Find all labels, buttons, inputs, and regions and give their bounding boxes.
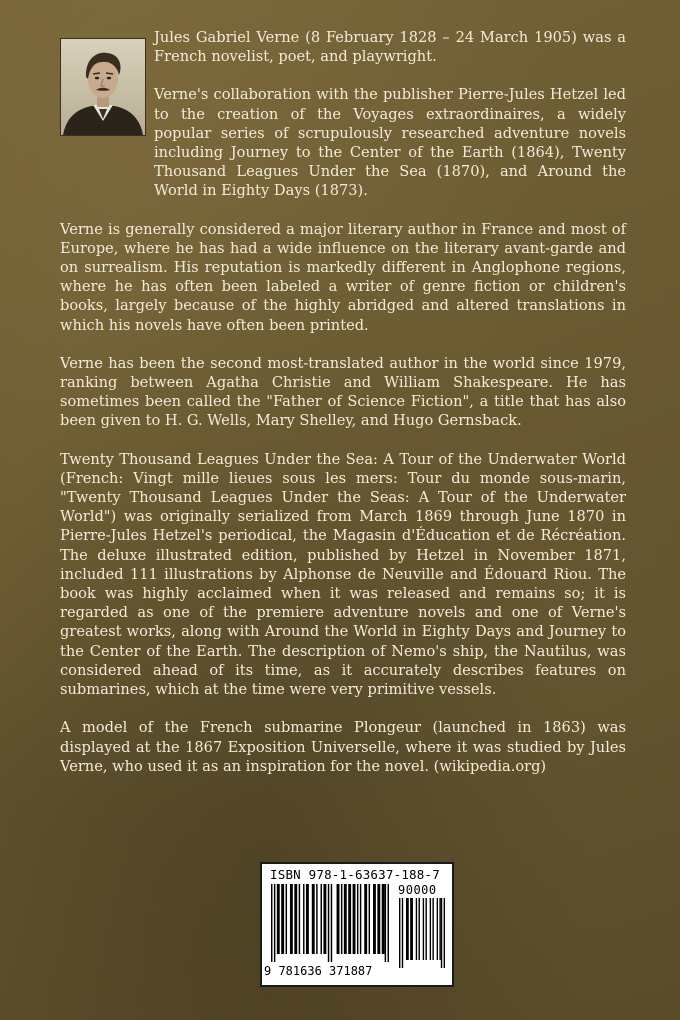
barcode-bar	[388, 884, 389, 962]
plongeur-paragraph: A model of the French submarine Plongeur (launched in 1863) was displayed at the 1867 Exposition Universelle, where it was studied by Jules Verne, who used it as an inspiration for the novel. (wikipedia.org)	[60, 719, 626, 775]
barcode-bar	[377, 884, 380, 954]
barcode-bar	[444, 898, 445, 968]
barcode-bar	[344, 884, 347, 954]
barcode-bar	[410, 898, 413, 960]
addon-bars	[398, 898, 446, 968]
barcode-bar	[337, 884, 340, 954]
barcode-bar	[425, 898, 426, 960]
barcode-bar	[399, 898, 400, 968]
barcode-bar	[286, 884, 287, 954]
isbn-barcode	[260, 862, 454, 987]
ean-digits: 9 781636 371887	[264, 964, 373, 978]
barcode-bar	[364, 884, 367, 954]
barcode-bar	[360, 884, 361, 954]
barcode-bar	[406, 898, 409, 960]
price-addon-code: 90000	[398, 883, 437, 897]
translation-paragraph: Verne has been the second most-translated author in the world since 1979, ranking between Agatha Christie and William Shakespeare. He has sometimes been called the "Father of Science Fiction", a title that has also been given to H. G. Wells, Mary Shelley, and Hugo Gernsback.	[60, 354, 626, 430]
barcode-bar	[328, 884, 329, 962]
barcode-bar	[321, 884, 322, 954]
barcode-bar	[419, 898, 420, 960]
barcode-bar	[299, 884, 300, 954]
barcode-bar	[303, 884, 304, 954]
barcode-bar	[312, 884, 315, 954]
barcode-bar	[331, 884, 332, 962]
barcode-bar	[281, 884, 284, 954]
barcode-bar	[348, 884, 351, 954]
barcode-bar	[290, 884, 293, 954]
barcode-bar	[323, 884, 326, 954]
barcode-bar	[294, 884, 297, 954]
barcode-bar	[441, 898, 442, 968]
novel-description-paragraph: Twenty Thousand Leagues Under the Sea: A Tour of the Underwater World (French: Vingt mille lieues sous les mers: Tour du monde sous-marin, "Twenty Thousand Leagues Under the Seas: A Tour of the Underwater World") was originally serialized from March 1869 through June 1870 in Pierre-Jules Hetzel's periodical, the Magasin d'Éducation et de Récréation. The deluxe illustrated edition, published by Hetzel in November 1871, included 111 illustrations by Alphonse de Neuville and Édouard Riou. The book was highly acclaimed when it was released and remains so; it is regarded as one of the premiere adventure novels and one of Verne's greatest works, along with Around the World in Eighty Days and Journey to the Center of the Earth. The description of Nemo's ship, the Nautilus, was considered ahead of its time, as it accurately describes features on submarines, which at the time were very primitive vessels.	[60, 450, 626, 699]
barcode-bar	[353, 884, 356, 954]
barcode-bar	[432, 898, 433, 960]
barcode-bar	[306, 884, 309, 954]
barcode-bar	[357, 884, 358, 954]
barcode-bar	[430, 898, 431, 960]
barcode-bar	[437, 898, 438, 960]
literary-reputation-paragraph: Verne is generally considered a major literary author in France and most of Europe, where he has had a wide influence on the literary avant-garde and on surrealism. His reputation is markedly different in Anglophone regions, where he has often been labeled a writer of genre fiction or children's books, largely because of the highly abridged and altered translations in which his novels have often been printed.	[60, 220, 626, 334]
author-intro-paragraph: Jules Gabriel Verne (8 February 1828 – 24 March 1905) was a French novelist, poet, and playwright.	[154, 29, 626, 66]
barcode-bar	[369, 884, 370, 954]
barcode-bar	[402, 898, 403, 968]
ean13-bars	[270, 884, 390, 962]
hetzel-collaboration-paragraph: Verne's collaboration with the publisher Pierre-Jules Hetzel led to the creation of the Voyages extraordinaires, a widely popular series of scrupulously researched adventure novels including Journey to the Center of the Earth (1864), Twenty Thousand Leagues Under the Sea (1870), and Around the World in Eighty Days (1873).	[154, 86, 626, 200]
barcode-bar	[341, 884, 342, 954]
barcode-bar	[416, 898, 417, 960]
barcode-bar	[385, 884, 386, 962]
barcode-bar	[439, 898, 440, 960]
barcode-bar	[423, 898, 424, 960]
barcode-bar	[274, 884, 275, 962]
barcode-bar	[373, 884, 376, 954]
barcode-bar	[277, 884, 280, 954]
barcode-bar	[271, 884, 272, 962]
back-cover-description	[60, 28, 626, 795]
barcode-bar	[382, 884, 385, 954]
barcode-bar	[316, 884, 317, 954]
isbn-label: ISBN 978-1-63637-188-7	[270, 867, 440, 882]
